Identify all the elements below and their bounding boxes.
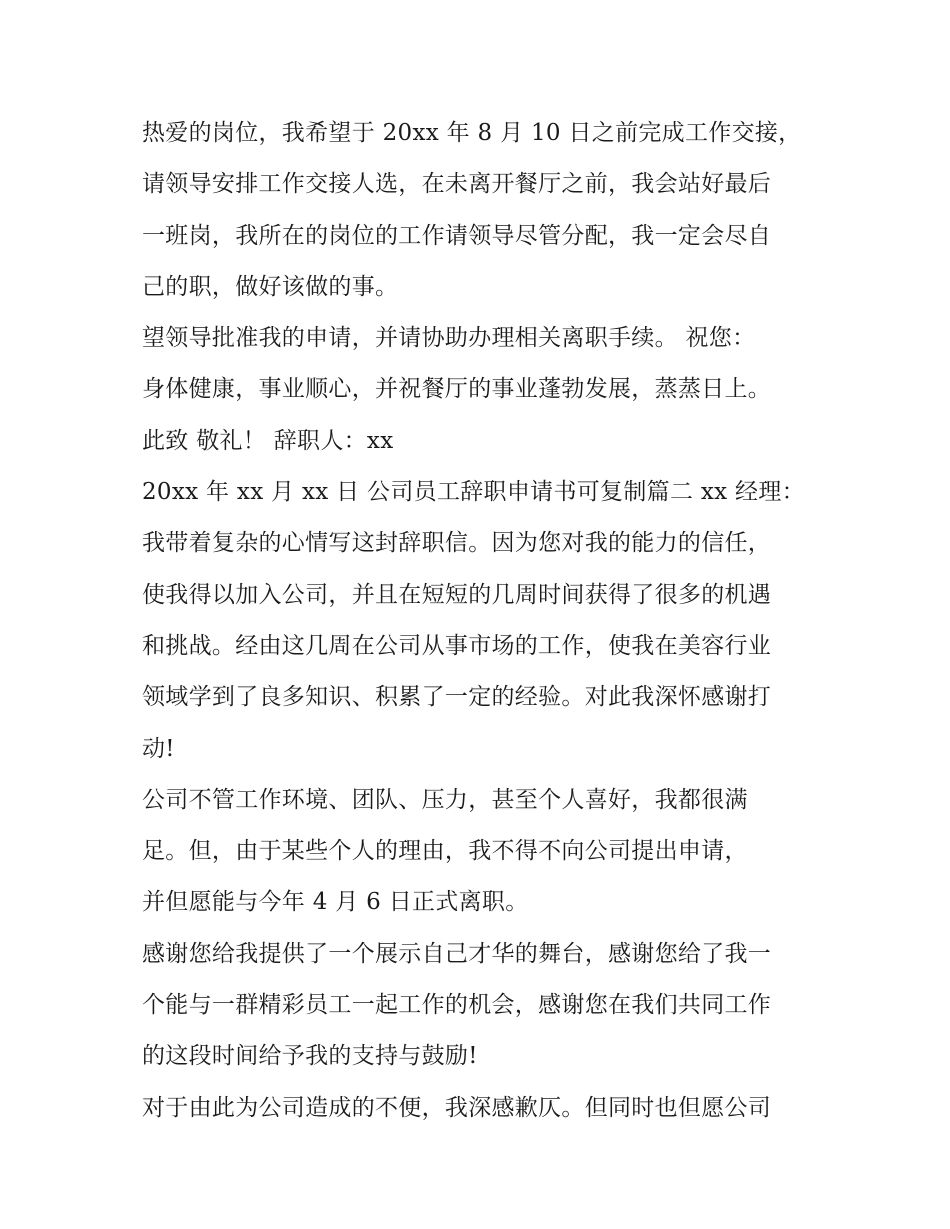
text-line: 对于由此为公司造成的不便，我深感歉仄。但同时也但愿公司 xyxy=(142,1094,772,1121)
text-line: 一班岗，我所在的岗位的工作请领导尽管分配，我一定会尽自 xyxy=(142,222,772,249)
text-line: 望领导批准我的申请，并请协助办理相关离职手续。 祝您： xyxy=(142,325,756,352)
text-line: 请领导安排工作交接人选，在未离开餐厅之前，我会站好最后 xyxy=(142,171,772,198)
text-line: 公司不管工作环境、团队、压力，甚至个人喜好，我都很满 xyxy=(142,786,748,813)
text-line: 20xx 年 xx 月 xx 日 公司员工辞职申请书可复制篇二 xx 经理： xyxy=(142,479,805,506)
text-line: 足。但，由于某些个人的理由，我不得不向公司提出申请， xyxy=(142,838,748,865)
text-line: 热爱的岗位，我希望于 20xx 年 8 月 10 日之前完成工作交接， xyxy=(142,120,802,146)
text-line: 个能与一群精彩员工一起工作的机会，感谢您在我们共同工作 xyxy=(142,992,772,1019)
text-line: 的这段时间给予我的支持与鼓励! xyxy=(142,1043,478,1070)
text-line: 和挑战。经由这几周在公司从事市场的工作，使我在美容行业 xyxy=(142,632,772,659)
text-line: 领域学到了良多知识、积累了一定的经验。对此我深怀感谢打 xyxy=(142,684,772,711)
document-body-text xyxy=(142,108,822,1134)
text-line: 此致 敬礼！ 辞职人：xx xyxy=(142,427,394,454)
text-line: 感谢您给我提供了一个展示自己才华的舞台，感谢您给了我一 xyxy=(142,940,772,967)
text-line: 己的职，做好该做的事。 xyxy=(142,273,399,300)
text-line: 动! xyxy=(142,735,175,762)
text-line: 并但愿能与今年 4 月 6 日正式离职。 xyxy=(142,889,529,916)
text-line: 使我得以加入公司，并且在短短的几周时间获得了很多的机遇 xyxy=(142,581,772,608)
text-line: 身体健康，事业顺心，并祝餐厅的事业蓬勃发展，蒸蒸日上。 xyxy=(142,376,772,403)
text-line: 我带着复杂的心情写这封辞职信。因为您对我的能力的信任， xyxy=(142,530,772,557)
